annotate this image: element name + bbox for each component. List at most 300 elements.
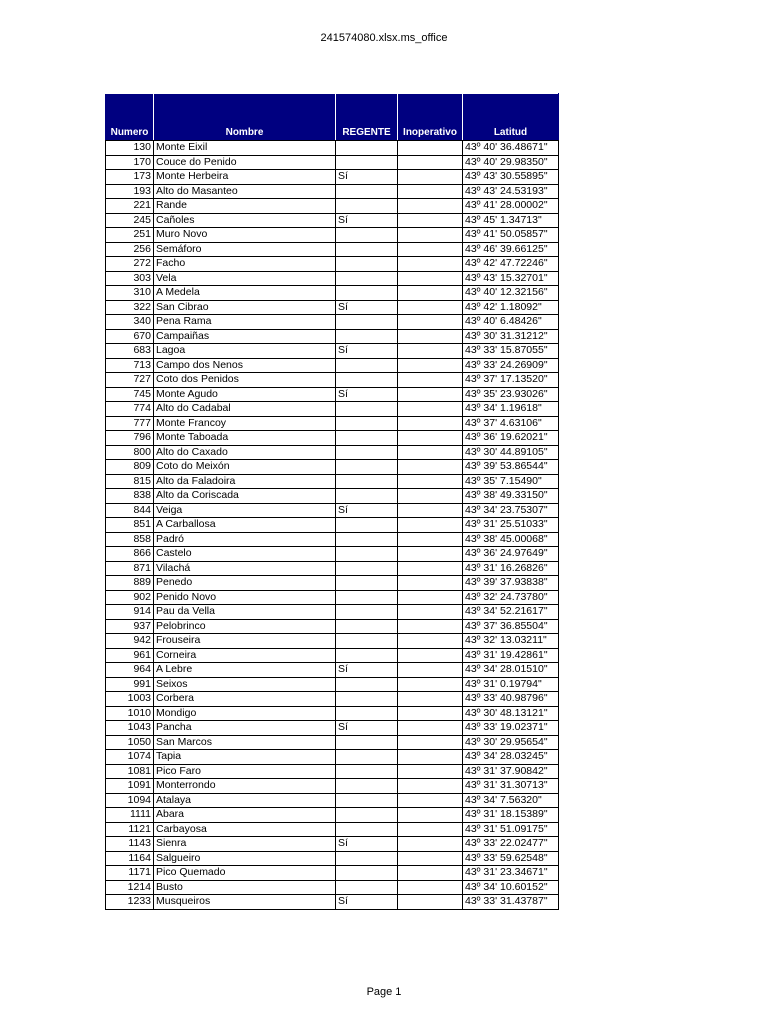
- cell-inoperativo: [398, 590, 463, 605]
- cell-regente: Sí: [336, 170, 398, 185]
- cell-regente: [336, 576, 398, 591]
- table-row: [106, 184, 559, 199]
- cell-nombre: Facho: [154, 257, 336, 272]
- cell-inoperativo: [398, 431, 463, 446]
- cell-inoperativo: [398, 300, 463, 315]
- cell-inoperativo: [398, 416, 463, 431]
- cell-inoperativo: [398, 170, 463, 185]
- cell-nombre: Corbera: [154, 692, 336, 707]
- cell-latitud: 43º 37' 4.63106": [463, 416, 559, 431]
- table-row: [106, 315, 559, 330]
- cell-latitud: 43º 31' 19.42861": [463, 648, 559, 663]
- table-row: [106, 518, 559, 533]
- cell-nombre: Musqueiros: [154, 895, 336, 910]
- cell-latitud: 43º 43' 15.32701": [463, 271, 559, 286]
- cell-regente: [336, 155, 398, 170]
- table-row: [106, 431, 559, 446]
- cell-numero: 961: [106, 648, 154, 663]
- cell-latitud: 43º 30' 31.31212": [463, 329, 559, 344]
- cell-latitud: 43º 34' 23.75307": [463, 503, 559, 518]
- cell-latitud: 43º 36' 19.62021": [463, 431, 559, 446]
- cell-latitud: 43º 36' 24.97649": [463, 547, 559, 562]
- cell-inoperativo: [398, 706, 463, 721]
- page-footer: Page 1: [366, 986, 402, 998]
- cell-nombre: Rande: [154, 199, 336, 214]
- table-row: [106, 445, 559, 460]
- cell-latitud: 43º 31' 18.15389": [463, 808, 559, 823]
- cell-latitud: 43º 40' 12.32156": [463, 286, 559, 301]
- header-row: [106, 94, 559, 141]
- cell-regente: [336, 373, 398, 388]
- cell-nombre: Veiga: [154, 503, 336, 518]
- cell-numero: 871: [106, 561, 154, 576]
- cell-latitud: 43º 32' 24.73780": [463, 590, 559, 605]
- cell-inoperativo: [398, 286, 463, 301]
- cell-nombre: Lagoa: [154, 344, 336, 359]
- cell-regente: Sí: [336, 721, 398, 736]
- table-row: [106, 199, 559, 214]
- header-regente: REGENTE: [336, 94, 398, 141]
- cell-regente: [336, 880, 398, 895]
- cell-numero: 1050: [106, 735, 154, 750]
- cell-regente: [336, 634, 398, 649]
- cell-inoperativo: [398, 489, 463, 504]
- cell-numero: 844: [106, 503, 154, 518]
- header-nombre: Nombre: [154, 94, 336, 141]
- cell-inoperativo: [398, 866, 463, 881]
- cell-latitud: 43º 31' 0.19794": [463, 677, 559, 692]
- cell-numero: 340: [106, 315, 154, 330]
- cell-regente: [336, 271, 398, 286]
- cell-latitud: 43º 42' 47.72246": [463, 257, 559, 272]
- table-row: [106, 677, 559, 692]
- cell-numero: 815: [106, 474, 154, 489]
- cell-numero: 303: [106, 271, 154, 286]
- cell-regente: Sí: [336, 344, 398, 359]
- cell-numero: 964: [106, 663, 154, 678]
- cell-inoperativo: [398, 605, 463, 620]
- cell-nombre: Penedo: [154, 576, 336, 591]
- cell-inoperativo: [398, 619, 463, 634]
- cell-regente: [336, 590, 398, 605]
- cell-numero: 310: [106, 286, 154, 301]
- cell-nombre: Monte Agudo: [154, 387, 336, 402]
- cell-inoperativo: [398, 692, 463, 707]
- table-row: [106, 692, 559, 707]
- cell-nombre: Coto do Meixón: [154, 460, 336, 475]
- cell-numero: 800: [106, 445, 154, 460]
- cell-numero: 1003: [106, 692, 154, 707]
- table-row: [106, 648, 559, 663]
- table-row: [106, 851, 559, 866]
- cell-nombre: Carbayosa: [154, 822, 336, 837]
- cell-nombre: Monte Francoy: [154, 416, 336, 431]
- cell-regente: [336, 619, 398, 634]
- table-row: [106, 634, 559, 649]
- cell-regente: [336, 141, 398, 156]
- cell-regente: [336, 358, 398, 373]
- cell-nombre: Abara: [154, 808, 336, 823]
- cell-nombre: Castelo: [154, 547, 336, 562]
- cell-nombre: San Cibrao: [154, 300, 336, 315]
- cell-inoperativo: [398, 373, 463, 388]
- cell-regente: [336, 706, 398, 721]
- cell-nombre: Campo dos Nenos: [154, 358, 336, 373]
- table-row: [106, 576, 559, 591]
- cell-inoperativo: [398, 750, 463, 765]
- cell-numero: 851: [106, 518, 154, 533]
- cell-inoperativo: [398, 271, 463, 286]
- cell-nombre: A Carballosa: [154, 518, 336, 533]
- cell-latitud: 43º 31' 23.34671": [463, 866, 559, 881]
- table-row: [106, 706, 559, 721]
- cell-latitud: 43º 31' 51.09175": [463, 822, 559, 837]
- cell-regente: [336, 677, 398, 692]
- cell-regente: [336, 257, 398, 272]
- cell-inoperativo: [398, 837, 463, 852]
- cell-nombre: Seixos: [154, 677, 336, 692]
- cell-numero: 130: [106, 141, 154, 156]
- cell-numero: 245: [106, 213, 154, 228]
- cell-inoperativo: [398, 460, 463, 475]
- cell-inoperativo: [398, 547, 463, 562]
- table-row: [106, 822, 559, 837]
- cell-inoperativo: [398, 634, 463, 649]
- cell-numero: 1171: [106, 866, 154, 881]
- cell-nombre: Sienra: [154, 837, 336, 852]
- cell-regente: [336, 605, 398, 620]
- cell-inoperativo: [398, 199, 463, 214]
- cell-latitud: 43º 37' 36.85504": [463, 619, 559, 634]
- table-row: [106, 344, 559, 359]
- table-row: [106, 808, 559, 823]
- table-row: [106, 460, 559, 475]
- cell-regente: [336, 750, 398, 765]
- cell-numero: 889: [106, 576, 154, 591]
- cell-numero: 858: [106, 532, 154, 547]
- cell-nombre: San Marcos: [154, 735, 336, 750]
- cell-numero: 1121: [106, 822, 154, 837]
- cell-latitud: 43º 33' 15.87055": [463, 344, 559, 359]
- cell-inoperativo: [398, 402, 463, 417]
- cell-latitud: 43º 43' 24.53193": [463, 184, 559, 199]
- cell-nombre: Alto do Cadabal: [154, 402, 336, 417]
- table-row: [106, 402, 559, 417]
- cell-nombre: Alto da Coriscada: [154, 489, 336, 504]
- cell-regente: Sí: [336, 213, 398, 228]
- cell-numero: 221: [106, 199, 154, 214]
- cell-nombre: A Lebre: [154, 663, 336, 678]
- cell-inoperativo: [398, 663, 463, 678]
- cell-numero: 1081: [106, 764, 154, 779]
- cell-latitud: 43º 31' 37.90842": [463, 764, 559, 779]
- data-table: [105, 93, 559, 910]
- table-row: [106, 474, 559, 489]
- cell-numero: 866: [106, 547, 154, 562]
- cell-nombre: Vela: [154, 271, 336, 286]
- cell-inoperativo: [398, 822, 463, 837]
- cell-numero: 914: [106, 605, 154, 620]
- table-row: [106, 750, 559, 765]
- table-row: [106, 547, 559, 562]
- cell-nombre: Alto da Faladoira: [154, 474, 336, 489]
- table-row: [106, 358, 559, 373]
- cell-regente: [336, 431, 398, 446]
- cell-latitud: 43º 33' 24.26909": [463, 358, 559, 373]
- cell-inoperativo: [398, 474, 463, 489]
- table-row: [106, 895, 559, 910]
- cell-regente: [336, 518, 398, 533]
- cell-numero: 1010: [106, 706, 154, 721]
- cell-numero: 1043: [106, 721, 154, 736]
- cell-inoperativo: [398, 213, 463, 228]
- cell-nombre: Padró: [154, 532, 336, 547]
- cell-regente: [336, 808, 398, 823]
- cell-latitud: 43º 39' 37.93838": [463, 576, 559, 591]
- cell-latitud: 43º 41' 28.00002": [463, 199, 559, 214]
- header-latitud: Latitud: [463, 94, 559, 141]
- cell-inoperativo: [398, 518, 463, 533]
- cell-numero: 670: [106, 329, 154, 344]
- cell-numero: 777: [106, 416, 154, 431]
- cell-inoperativo: [398, 648, 463, 663]
- cell-inoperativo: [398, 895, 463, 910]
- cell-latitud: 43º 34' 28.03245": [463, 750, 559, 765]
- cell-inoperativo: [398, 141, 463, 156]
- cell-nombre: Salgueiro: [154, 851, 336, 866]
- cell-regente: [336, 445, 398, 460]
- table-row: [106, 561, 559, 576]
- cell-nombre: Mondigo: [154, 706, 336, 721]
- cell-regente: [336, 184, 398, 199]
- table-row: [106, 170, 559, 185]
- table-row: [106, 619, 559, 634]
- cell-numero: 173: [106, 170, 154, 185]
- table-row: [106, 286, 559, 301]
- cell-regente: Sí: [336, 895, 398, 910]
- cell-numero: 937: [106, 619, 154, 634]
- cell-latitud: 43º 35' 23.93026": [463, 387, 559, 402]
- cell-latitud: 43º 38' 49.33150": [463, 489, 559, 504]
- cell-numero: 713: [106, 358, 154, 373]
- cell-regente: [336, 779, 398, 794]
- cell-numero: 1233: [106, 895, 154, 910]
- cell-inoperativo: [398, 329, 463, 344]
- cell-regente: [336, 764, 398, 779]
- cell-nombre: Monte Eixil: [154, 141, 336, 156]
- cell-regente: [336, 315, 398, 330]
- cell-inoperativo: [398, 808, 463, 823]
- table-row: [106, 213, 559, 228]
- cell-regente: Sí: [336, 663, 398, 678]
- cell-numero: 272: [106, 257, 154, 272]
- cell-latitud: 43º 42' 1.18092": [463, 300, 559, 315]
- cell-inoperativo: [398, 735, 463, 750]
- table-row: [106, 663, 559, 678]
- cell-numero: 170: [106, 155, 154, 170]
- cell-inoperativo: [398, 184, 463, 199]
- cell-latitud: 43º 40' 6.48426": [463, 315, 559, 330]
- table-row: [106, 721, 559, 736]
- cell-latitud: 43º 45' 1.34713": [463, 213, 559, 228]
- cell-latitud: 43º 37' 17.13520": [463, 373, 559, 388]
- cell-latitud: 43º 40' 29.98350": [463, 155, 559, 170]
- cell-inoperativo: [398, 532, 463, 547]
- cell-latitud: 43º 41' 50.05857": [463, 228, 559, 243]
- cell-numero: 322: [106, 300, 154, 315]
- cell-regente: [336, 866, 398, 881]
- cell-latitud: 43º 39' 53.86544": [463, 460, 559, 475]
- cell-nombre: Coto dos Penidos: [154, 373, 336, 388]
- cell-nombre: Vilachá: [154, 561, 336, 576]
- cell-numero: 256: [106, 242, 154, 257]
- cell-latitud: 43º 46' 39.66125": [463, 242, 559, 257]
- cell-inoperativo: [398, 880, 463, 895]
- cell-nombre: Tapia: [154, 750, 336, 765]
- cell-regente: [336, 460, 398, 475]
- cell-regente: [336, 242, 398, 257]
- table-row: [106, 532, 559, 547]
- cell-numero: 838: [106, 489, 154, 504]
- cell-nombre: Couce do Penido: [154, 155, 336, 170]
- cell-numero: 809: [106, 460, 154, 475]
- cell-regente: [336, 793, 398, 808]
- cell-numero: 1091: [106, 779, 154, 794]
- cell-latitud: 43º 40' 36.48671": [463, 141, 559, 156]
- cell-nombre: Semáforo: [154, 242, 336, 257]
- cell-nombre: Frouseira: [154, 634, 336, 649]
- cell-nombre: Campaiñas: [154, 329, 336, 344]
- cell-numero: 683: [106, 344, 154, 359]
- cell-inoperativo: [398, 445, 463, 460]
- cell-inoperativo: [398, 315, 463, 330]
- cell-regente: [336, 822, 398, 837]
- cell-regente: [336, 532, 398, 547]
- cell-latitud: 43º 33' 19.02371": [463, 721, 559, 736]
- table-row: [106, 880, 559, 895]
- cell-nombre: Pau da Vella: [154, 605, 336, 620]
- cell-nombre: Cañoles: [154, 213, 336, 228]
- table-row: [106, 866, 559, 881]
- cell-latitud: 43º 30' 44.89105": [463, 445, 559, 460]
- cell-regente: Sí: [336, 300, 398, 315]
- cell-numero: 1074: [106, 750, 154, 765]
- cell-regente: [336, 329, 398, 344]
- cell-latitud: 43º 31' 25.51033": [463, 518, 559, 533]
- cell-latitud: 43º 30' 48.13121": [463, 706, 559, 721]
- cell-latitud: 43º 34' 7.56320": [463, 793, 559, 808]
- cell-latitud: 43º 33' 22.02477": [463, 837, 559, 852]
- header-numero: Numero: [106, 94, 154, 141]
- cell-regente: [336, 489, 398, 504]
- table-row: [106, 257, 559, 272]
- cell-latitud: 43º 34' 10.60152": [463, 880, 559, 895]
- table-row: [106, 489, 559, 504]
- cell-nombre: Corneira: [154, 648, 336, 663]
- table-row: [106, 242, 559, 257]
- cell-nombre: Pico Faro: [154, 764, 336, 779]
- cell-regente: [336, 851, 398, 866]
- cell-inoperativo: [398, 228, 463, 243]
- cell-numero: 1164: [106, 851, 154, 866]
- cell-latitud: 43º 30' 29.95654": [463, 735, 559, 750]
- table-row: [106, 373, 559, 388]
- cell-regente: [336, 402, 398, 417]
- table-body: [106, 141, 559, 910]
- cell-numero: 796: [106, 431, 154, 446]
- table-row: [106, 300, 559, 315]
- cell-latitud: 43º 33' 40.98796": [463, 692, 559, 707]
- cell-nombre: A Medela: [154, 286, 336, 301]
- cell-inoperativo: [398, 503, 463, 518]
- cell-latitud: 43º 34' 28.01510": [463, 663, 559, 678]
- document-title: 241574080.xlsx.ms_office: [320, 32, 448, 44]
- cell-nombre: Alto do Caxado: [154, 445, 336, 460]
- cell-numero: 942: [106, 634, 154, 649]
- cell-inoperativo: [398, 793, 463, 808]
- table-row: [106, 793, 559, 808]
- table-row: [106, 141, 559, 156]
- cell-regente: [336, 735, 398, 750]
- cell-regente: Sí: [336, 503, 398, 518]
- cell-numero: 193: [106, 184, 154, 199]
- cell-inoperativo: [398, 358, 463, 373]
- table-row: [106, 590, 559, 605]
- cell-nombre: Pena Rama: [154, 315, 336, 330]
- cell-numero: 745: [106, 387, 154, 402]
- cell-numero: 1094: [106, 793, 154, 808]
- table-row: [106, 503, 559, 518]
- cell-latitud: 43º 33' 59.62548": [463, 851, 559, 866]
- cell-latitud: 43º 43' 30.55895": [463, 170, 559, 185]
- cell-inoperativo: [398, 851, 463, 866]
- cell-nombre: Muro Novo: [154, 228, 336, 243]
- cell-inoperativo: [398, 344, 463, 359]
- cell-regente: [336, 561, 398, 576]
- table-row: [106, 271, 559, 286]
- cell-latitud: 43º 32' 13.03211": [463, 634, 559, 649]
- header-inoperativo: Inoperativo: [398, 94, 463, 141]
- cell-latitud: 43º 34' 52.21617": [463, 605, 559, 620]
- cell-regente: [336, 416, 398, 431]
- cell-nombre: Atalaya: [154, 793, 336, 808]
- cell-nombre: Monterrondo: [154, 779, 336, 794]
- cell-inoperativo: [398, 242, 463, 257]
- cell-numero: 727: [106, 373, 154, 388]
- cell-inoperativo: [398, 561, 463, 576]
- cell-inoperativo: [398, 779, 463, 794]
- cell-inoperativo: [398, 576, 463, 591]
- cell-regente: [336, 199, 398, 214]
- cell-inoperativo: [398, 155, 463, 170]
- table-row: [106, 779, 559, 794]
- table-row: [106, 416, 559, 431]
- cell-regente: [336, 286, 398, 301]
- cell-latitud: 43º 31' 16.26826": [463, 561, 559, 576]
- cell-nombre: Alto do Masanteo: [154, 184, 336, 199]
- cell-nombre: Pelobrinco: [154, 619, 336, 634]
- cell-numero: 774: [106, 402, 154, 417]
- cell-regente: [336, 547, 398, 562]
- cell-inoperativo: [398, 387, 463, 402]
- table-row: [106, 228, 559, 243]
- cell-latitud: 43º 38' 45.00068": [463, 532, 559, 547]
- cell-regente: Sí: [336, 837, 398, 852]
- cell-numero: 1143: [106, 837, 154, 852]
- table-row: [106, 155, 559, 170]
- table-row: [106, 837, 559, 852]
- cell-latitud: 43º 35' 7.15490": [463, 474, 559, 489]
